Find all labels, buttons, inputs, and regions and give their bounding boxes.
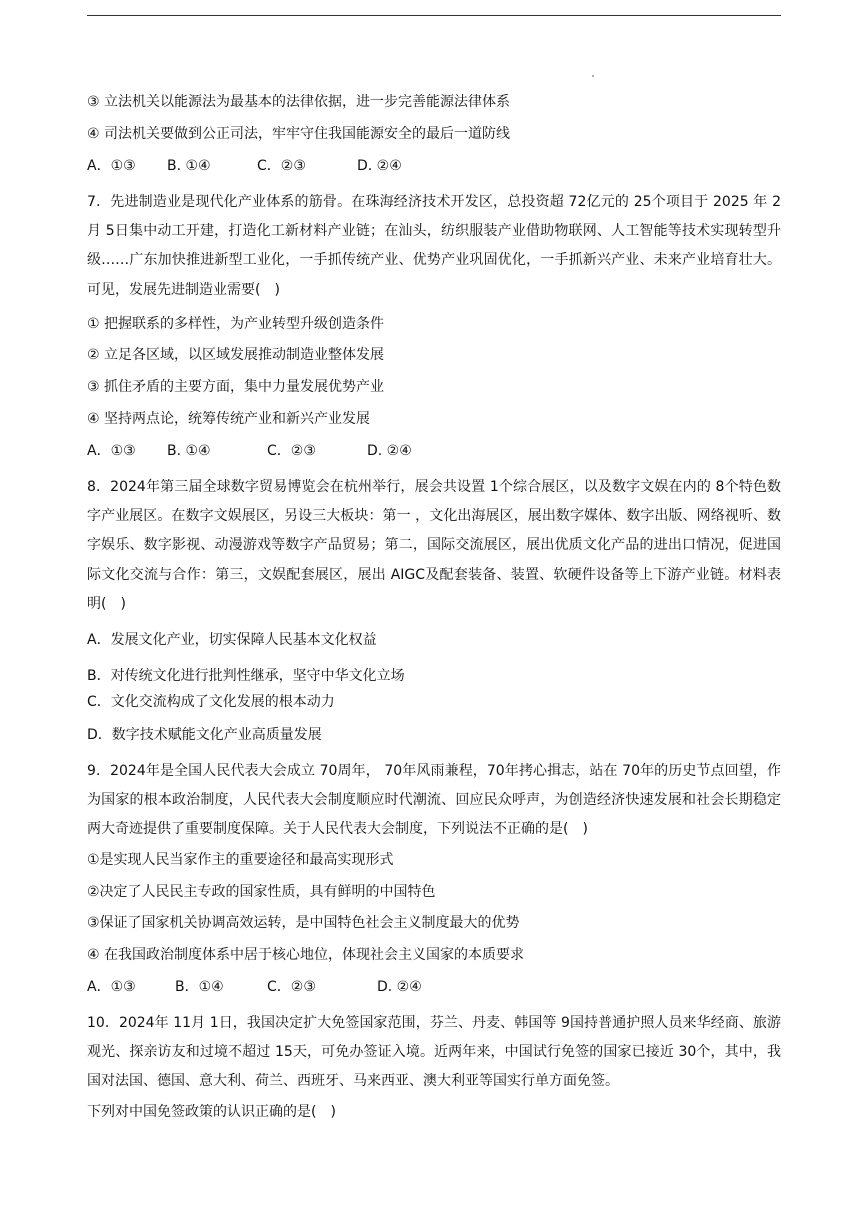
- q9-statement-2: ②决定了人民民主专政的国家性质，具有鲜明的中国特色: [87, 884, 436, 900]
- q6-options: [87, 156, 402, 176]
- q9-option-d: D. ②④: [377, 979, 422, 995]
- q10-question: 下列对中国免签政策的认识正确的是( ): [87, 1104, 336, 1120]
- q9-option-c: C．②③: [267, 979, 316, 995]
- q7-option-c: C．②③: [267, 443, 316, 459]
- q7-option-a: A．①③: [87, 443, 136, 459]
- q9-statement-3: ③保证了国家机关协调高效运转，是中国特色社会主义制度最大的优势: [87, 915, 520, 931]
- q6-statement-3: ③ 立法机关以能源法为最基本的法律依据，进一步完善能源法律体系: [87, 94, 510, 110]
- page-speck: [592, 75, 594, 77]
- q9-statement-4: ④ 在我国政治制度体系中居于核心地位，体现社会主义国家的本质要求: [87, 947, 524, 963]
- q8-stem: 8．2024年第三届全球数字贸易博览会在杭州举行，展会共设置 1个综合展区，以及数字文娱在内的 8个特色数字产业展区。在数字文娱展区，另设三大板块：第一 ，文化出海展区，展出数字媒体、数字出版、网络视听、数字娱乐、数字影视、动漫游戏等数字产品贸易；第二，国际交流展区，展出优质文化产品的进出口情况，促进国际文化交流与合作：第三，文娱配套展区，展出 AIGC及配套装备、装置、软硬件设备等上下游产业链。材料表明( ): [87, 479, 781, 612]
- q9-option-b: B．①④: [175, 979, 224, 995]
- q7-statement-4: ④ 坚持两点论，统筹传统产业和新兴产业发展: [87, 411, 370, 427]
- q9-option-a: A．①③: [87, 979, 136, 995]
- q7-option-d: D. ②④: [367, 443, 412, 459]
- q6-option-d: D. ②④: [357, 158, 402, 174]
- q10-stem: 10．2024年 11月 1日，我国决定扩大免签国家范围，芬兰、丹麦、韩国等 9国持普通护照人员来华经商、旅游观光、探亲访友和过境不超过 15天，可免办签证入境。近两年来，中国试行免签的国家已接近 30个，其中，我国对法国、德国、意大利、荷兰、西班牙、马来西亚、澳大利亚等国实行单方面免签。: [87, 1015, 781, 1090]
- q9-stem: 9．2024年是全国人民代表大会成立 70周年， 70年风雨兼程，70年拷心揖志，站在 70年的历史节点回望，作为国家的根本政治制度，人民代表大会制度顺应时代潮流、回应民众呼声，为创造经济快速发展和社会长期稳定两大奇迹提供了重要制度保障。关于人民代表大会制度，下列说法不正确的是( ): [87, 763, 781, 838]
- q7-option-b: B. ①④: [167, 443, 211, 459]
- q7-statement-2: ② 立足各区域，以区域发展推动制造业整体发展: [87, 347, 384, 363]
- q6-option-b: B. ①④: [167, 158, 211, 174]
- q7-options: [87, 441, 412, 461]
- q7-statement-1: ① 把握联系的多样性，为产业转型升级创造条件: [87, 316, 384, 332]
- q8-option-a: A．发展文化产业，切实保障人民基本文化权益: [87, 632, 377, 648]
- q9-statement-1: ①是实现人民当家作主的重要途径和最高实现形式: [87, 852, 394, 868]
- q6-statement-4: ④ 司法机关要做到公正司法，牢牢守住我国能源安全的最后一道防线: [87, 126, 510, 142]
- q8-option-b: B．对传统文化进行批判性继承，坚守中华文化立场: [87, 668, 405, 684]
- header-rule: [87, 15, 781, 16]
- q6-option-c: C．②③: [257, 158, 306, 174]
- q9-options: [87, 977, 422, 997]
- q7-statement-3: ③ 抓住矛盾的主要方面，集中力量发展优势产业: [87, 379, 384, 395]
- q6-option-a: A．①③: [87, 158, 136, 174]
- q8-option-c: C．文化交流构成了文化发展的根本动力: [87, 694, 335, 710]
- q8-option-d: D．数字技术赋能文化产业高质量发展: [87, 727, 322, 743]
- q7-stem: 7．先进制造业是现代化产业体系的筋骨。在珠海经济技术开发区，总投资超 72亿元的 25个项目于 2025 年 2月 5日集中动工开建，打造化工新材料产业链；在汕头，纺织服装产业借助物联网、人工智能等技术实现转型升级……广东加快推进新型工业化，一手抓传统产业、优势产业巩固优化，一手抓新兴产业、未来产业培育壮大。可见，发展先进制造业需要( ): [87, 194, 781, 298]
